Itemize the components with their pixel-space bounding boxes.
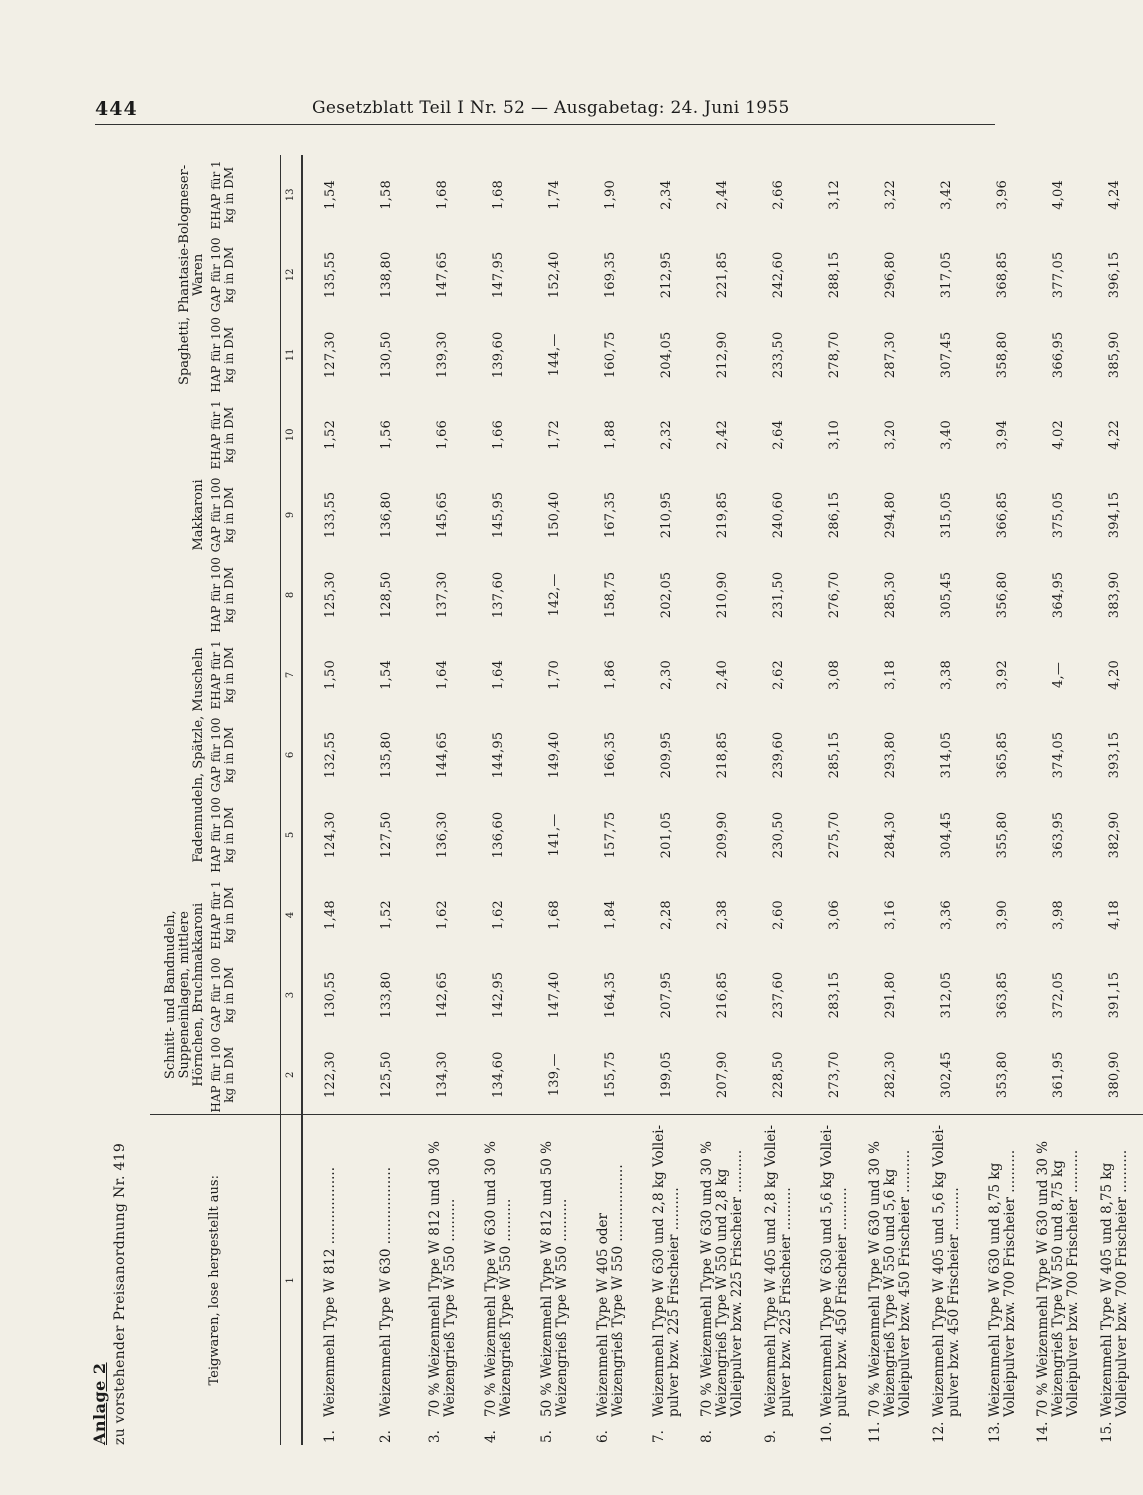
price-cell: 296,80 xyxy=(883,251,898,299)
price-cell: 164,35 xyxy=(603,971,618,1019)
price-cell: 2,64 xyxy=(771,420,786,450)
subcol-header: HAP für 100 kg in DM xyxy=(209,1036,236,1113)
price-cell: 209,90 xyxy=(715,811,730,859)
price-cell: 284,30 xyxy=(883,811,898,859)
price-cell: 3,06 xyxy=(827,900,842,930)
row-description xyxy=(484,1124,514,1444)
price-cell: 355,80 xyxy=(995,811,1010,859)
row-text: 50 % Weizenmehl Type W 812 und 50 % Weizengrieß Type W 550 .......... xyxy=(538,1141,570,1417)
price-cell: 3,38 xyxy=(939,660,954,690)
row-number: 6. xyxy=(594,1430,611,1443)
price-cell: 201,05 xyxy=(659,811,674,859)
price-cell: 1,72 xyxy=(547,420,562,450)
table-row xyxy=(807,155,863,1445)
row-text: 70 % Weizenmehl Type W 812 und 30 % Weizengrieß Type W 550 .......... xyxy=(426,1141,458,1417)
price-cell: 2,60 xyxy=(771,900,786,930)
row-description-cell xyxy=(919,1115,975,1445)
column-number: 12 xyxy=(280,235,302,315)
subcol-header: GAP für 100 kg in DM xyxy=(209,237,236,313)
price-cell: 139,30 xyxy=(435,331,450,379)
price-cell: 209,95 xyxy=(659,731,674,779)
row-description xyxy=(428,1124,458,1444)
price-cell: 4,24 xyxy=(1107,180,1122,210)
table-row xyxy=(751,155,807,1445)
price-cell: 293,80 xyxy=(883,731,898,779)
subcol-header: GAP für 100 kg in DM xyxy=(209,477,236,553)
row-description xyxy=(700,1124,745,1444)
row-number: 13. xyxy=(986,1421,1003,1443)
price-cell: 273,70 xyxy=(827,1051,842,1099)
price-cell: 127,50 xyxy=(379,811,394,859)
price-cell: 291,80 xyxy=(883,971,898,1019)
price-cell: 166,35 xyxy=(603,731,618,779)
price-cell: 363,95 xyxy=(1051,811,1066,859)
column-number: 11 xyxy=(280,315,302,395)
price-cell: 2,44 xyxy=(715,180,730,210)
price-cell: 136,80 xyxy=(379,491,394,539)
price-cell: 278,70 xyxy=(827,331,842,379)
price-cell: 3,12 xyxy=(827,180,842,210)
price-cell: 150,40 xyxy=(547,491,562,539)
price-cell: 134,30 xyxy=(435,1051,450,1099)
column-number: 3 xyxy=(280,955,302,1035)
price-cell: 364,95 xyxy=(1051,571,1066,619)
price-cell: 142,— xyxy=(547,573,562,617)
price-cell: 155,75 xyxy=(603,1051,618,1099)
price-cell: 237,60 xyxy=(771,971,786,1019)
price-cell: 282,30 xyxy=(883,1051,898,1099)
row-description xyxy=(1036,1124,1081,1444)
price-cell: 239,60 xyxy=(771,731,786,779)
price-cell: 1,54 xyxy=(379,660,394,690)
price-cell: 221,85 xyxy=(715,251,730,299)
price-cell: 4,02 xyxy=(1051,420,1066,450)
price-cell: 128,50 xyxy=(379,571,394,619)
row-description xyxy=(868,1124,913,1444)
price-cell: 2,30 xyxy=(659,660,674,690)
subcol-header: EHAP für 1 kg in DM xyxy=(209,400,236,470)
price-cell: 147,95 xyxy=(491,251,506,299)
price-cell: 1,86 xyxy=(603,660,618,690)
price-cell: 207,95 xyxy=(659,971,674,1019)
price-cell: 4,18 xyxy=(1107,900,1122,930)
row-text: Weizenmehl Type W 630 und 5,6 kg Volleipulver bzw. 450 Frischeier .......... xyxy=(818,1124,850,1417)
row-number: 14. xyxy=(1035,1421,1051,1443)
page-number: 444 xyxy=(95,98,138,120)
row-description-cell xyxy=(415,1115,471,1445)
price-cell: 285,30 xyxy=(883,571,898,619)
row-text: Weizenmehl Type W 405 und 2,8 kg Volleipulver bzw. 225 Frischeier .......... xyxy=(762,1124,794,1417)
row-description xyxy=(764,1124,794,1444)
table-row xyxy=(527,155,583,1445)
row-number: 1. xyxy=(322,1430,338,1443)
table-row xyxy=(695,155,751,1445)
price-cell: 1,68 xyxy=(547,900,562,930)
table-row xyxy=(919,155,975,1445)
row-text: Weizenmehl Type W 630 .................. xyxy=(378,1167,394,1417)
price-cell: 353,80 xyxy=(995,1051,1010,1099)
price-cell: 385,90 xyxy=(1107,331,1122,379)
row-text: Weizenmehl Type W 405 und 5,6 kg Volleipulver bzw. 450 Frischeier .......... xyxy=(930,1124,962,1417)
row-description-cell xyxy=(1087,1115,1143,1445)
price-cell: 124,30 xyxy=(323,811,338,859)
price-cell: 317,05 xyxy=(939,251,954,299)
row-text: 70 % Weizenmehl Type W 630 und 30 % Weizengrieß Type W 550 und 2,8 kg Volleipulver bzw. 225 Frischeier .......... xyxy=(699,1141,745,1417)
price-cell: 137,30 xyxy=(435,571,450,619)
row-number: 12. xyxy=(930,1421,947,1443)
price-cell: 136,60 xyxy=(491,811,506,859)
price-cell: 276,70 xyxy=(827,571,842,619)
subcol-header: GAP für 100 kg in DM xyxy=(209,957,236,1033)
price-cell: 3,36 xyxy=(939,900,954,930)
column-number: 2 xyxy=(280,1035,302,1115)
price-cell: 218,85 xyxy=(715,731,730,779)
price-cell: 286,15 xyxy=(827,491,842,539)
row-text: Weizenmehl Type W 812 .................. xyxy=(322,1167,338,1417)
price-cell: 231,50 xyxy=(771,571,786,619)
price-cell: 1,68 xyxy=(491,180,506,210)
price-cell: 207,90 xyxy=(715,1051,730,1099)
price-cell: 391,15 xyxy=(1107,971,1122,1019)
price-cell: 2,34 xyxy=(659,180,674,210)
price-cell: 3,08 xyxy=(827,660,842,690)
row-text: 70 % Weizenmehl Type W 630 und 30 % Weizengrieß Type W 550 und 8,75 kg Volleipulver bzw. 700 Frischeier .......... xyxy=(1035,1141,1081,1417)
price-cell: 2,66 xyxy=(771,180,786,210)
price-cell: 145,65 xyxy=(435,491,450,539)
price-cell: 1,90 xyxy=(603,180,618,210)
price-cell: 149,40 xyxy=(547,731,562,779)
price-cell: 135,80 xyxy=(379,731,394,779)
subcol-header: GAP für 100 kg in DM xyxy=(209,717,236,793)
price-cell: 377,05 xyxy=(1051,251,1066,299)
price-cell: 3,10 xyxy=(827,420,842,450)
table-row xyxy=(863,155,919,1445)
price-cell: 393,15 xyxy=(1107,731,1122,779)
price-cell: 361,95 xyxy=(1051,1051,1066,1099)
price-cell: 383,90 xyxy=(1107,571,1122,619)
price-cell: 2,42 xyxy=(715,420,730,450)
price-cell: 160,75 xyxy=(603,331,618,379)
price-cell: 3,94 xyxy=(995,420,1010,450)
price-cell: 130,55 xyxy=(323,971,338,1019)
price-cell: 147,65 xyxy=(435,251,450,299)
price-cell: 144,— xyxy=(547,333,562,377)
column-number: 13 xyxy=(280,155,302,235)
table-row xyxy=(415,155,471,1445)
row-description-cell xyxy=(302,1115,359,1445)
price-cell: 1,58 xyxy=(379,180,394,210)
row-number: 7. xyxy=(650,1430,667,1443)
price-cell: 137,60 xyxy=(491,571,506,619)
subcol-header: EHAP für 1 kg in DM xyxy=(209,640,236,710)
price-cell: 1,68 xyxy=(435,180,450,210)
row-description-cell xyxy=(359,1115,415,1445)
table-row xyxy=(639,155,695,1445)
column-number: 9 xyxy=(280,475,302,555)
price-cell: 228,50 xyxy=(771,1051,786,1099)
price-cell: 315,05 xyxy=(939,491,954,539)
annex-title: Anlage 2 xyxy=(90,1362,109,1445)
price-cell: 216,85 xyxy=(715,971,730,1019)
price-cell: 1,88 xyxy=(603,420,618,450)
table-row xyxy=(583,155,639,1445)
price-cell: 4,04 xyxy=(1051,180,1066,210)
price-cell: 1,54 xyxy=(323,180,338,210)
column-number: 7 xyxy=(280,635,302,715)
group-header: Fadennudeln, Spätzle, Muscheln xyxy=(191,647,206,863)
price-cell: 139,— xyxy=(547,1053,562,1097)
table-row xyxy=(359,155,415,1445)
price-table xyxy=(150,155,1143,1445)
price-cell: 130,50 xyxy=(379,331,394,379)
price-cell: 122,30 xyxy=(323,1051,338,1099)
price-cell: 158,75 xyxy=(603,571,618,619)
subcol-header: HAP für 100 kg in DM xyxy=(209,557,236,633)
price-cell: 210,95 xyxy=(659,491,674,539)
price-cell: 312,05 xyxy=(939,971,954,1019)
annex-subtitle: zu vorstehender Preisanordnung Nr. 419 xyxy=(112,1142,128,1445)
group-header: Spaghetti, Phantasie-Bologneser-Waren xyxy=(177,164,206,385)
row-header: Teigwaren, lose hergestellt aus: xyxy=(150,1115,280,1445)
row-description-cell xyxy=(863,1115,919,1445)
subcol-header: EHAP für 1 kg in DM xyxy=(209,880,236,950)
column-number: 4 xyxy=(280,875,302,955)
price-cell: 307,45 xyxy=(939,331,954,379)
price-cell: 125,50 xyxy=(379,1051,394,1099)
row-description-cell xyxy=(527,1115,583,1445)
price-cell: 363,85 xyxy=(995,971,1010,1019)
row-description-cell xyxy=(695,1115,751,1445)
row-text: Weizenmehl Type W 630 und 2,8 kg Volleipulver bzw. 225 Frischeier .......... xyxy=(650,1124,682,1417)
column-number: 1 xyxy=(280,1115,302,1445)
price-cell: 141,— xyxy=(547,813,562,857)
price-cell: 365,85 xyxy=(995,731,1010,779)
price-cell: 375,05 xyxy=(1051,491,1066,539)
price-cell: 314,05 xyxy=(939,731,954,779)
price-cell: 2,38 xyxy=(715,900,730,930)
row-number: 15. xyxy=(1098,1421,1115,1443)
price-cell: 3,22 xyxy=(883,180,898,210)
price-cell: 3,92 xyxy=(995,660,1010,690)
price-cell: 142,65 xyxy=(435,971,450,1019)
price-cell: 283,15 xyxy=(827,971,842,1019)
price-cell: 139,60 xyxy=(491,331,506,379)
price-cell: 3,90 xyxy=(995,900,1010,930)
price-cell: 147,40 xyxy=(547,971,562,1019)
price-cell: 374,05 xyxy=(1051,731,1066,779)
price-cell: 132,55 xyxy=(323,731,338,779)
price-cell: 1,48 xyxy=(323,900,338,930)
column-number: 6 xyxy=(280,715,302,795)
price-cell: 145,95 xyxy=(491,491,506,539)
row-description-cell xyxy=(807,1115,863,1445)
price-cell: 125,30 xyxy=(323,571,338,619)
price-cell: 3,42 xyxy=(939,180,954,210)
price-cell: 287,30 xyxy=(883,331,898,379)
price-cell: 230,50 xyxy=(771,811,786,859)
price-cell: 142,95 xyxy=(491,971,506,1019)
table-row xyxy=(975,155,1031,1445)
price-cell: 152,40 xyxy=(547,251,562,299)
column-number: 8 xyxy=(280,555,302,635)
group-header: Schnitt- und Bandnudeln, Suppeneinlagen, mittlere Hörnchen, Bruchmakkaroni xyxy=(163,902,206,1087)
row-description-cell xyxy=(1031,1115,1087,1445)
price-cell: 133,80 xyxy=(379,971,394,1019)
price-cell: 372,05 xyxy=(1051,971,1066,1019)
price-cell: 138,80 xyxy=(379,251,394,299)
price-cell: 368,85 xyxy=(995,251,1010,299)
price-cell: 382,90 xyxy=(1107,811,1122,859)
price-cell: 169,35 xyxy=(603,251,618,299)
price-cell: 1,64 xyxy=(491,660,506,690)
row-number: 11. xyxy=(867,1421,883,1443)
price-cell: 3,40 xyxy=(939,420,954,450)
column-number: 5 xyxy=(280,795,302,875)
subcol-header: HAP für 100 kg in DM xyxy=(209,317,236,393)
price-cell: 4,— xyxy=(1051,661,1066,688)
row-description xyxy=(988,1124,1018,1444)
price-cell: 4,22 xyxy=(1107,420,1122,450)
row-number: 9. xyxy=(762,1430,779,1443)
price-cell: 144,65 xyxy=(435,731,450,779)
row-text: Weizenmehl Type W 405 und 8,75 kg Volleipulver bzw. 700 Frischeier .......... xyxy=(1098,1149,1130,1417)
price-cell: 127,30 xyxy=(323,331,338,379)
price-cell: 288,15 xyxy=(827,251,842,299)
price-cell: 167,35 xyxy=(603,491,618,539)
price-cell: 356,80 xyxy=(995,571,1010,619)
row-number: 8. xyxy=(699,1430,715,1443)
gazette-title: Gesetzblatt Teil I Nr. 52 — Ausgabetag: 24. Juni 1955 xyxy=(312,98,790,118)
price-cell: 157,75 xyxy=(603,811,618,859)
price-cell: 1,84 xyxy=(603,900,618,930)
price-cell: 1,52 xyxy=(323,420,338,450)
price-cell: 2,32 xyxy=(659,420,674,450)
price-cell: 1,56 xyxy=(379,420,394,450)
price-cell: 3,18 xyxy=(883,660,898,690)
price-cell: 2,62 xyxy=(771,660,786,690)
table-row xyxy=(1087,155,1143,1445)
subcol-header: EHAP für 1 kg in DM xyxy=(209,160,236,230)
price-cell: 3,96 xyxy=(995,180,1010,210)
row-description-cell xyxy=(975,1115,1031,1445)
price-cell: 134,60 xyxy=(491,1051,506,1099)
page-header xyxy=(95,98,995,125)
row-number: 3. xyxy=(426,1430,443,1443)
price-cell: 366,95 xyxy=(1051,331,1066,379)
price-cell: 1,52 xyxy=(379,900,394,930)
price-cell: 136,30 xyxy=(435,811,450,859)
row-number: 2. xyxy=(378,1430,394,1443)
row-description xyxy=(820,1124,850,1444)
subcol-header: HAP für 100 kg in DM xyxy=(209,797,236,873)
table-row xyxy=(471,155,527,1445)
row-description xyxy=(323,1124,338,1444)
price-cell: 1,66 xyxy=(491,420,506,450)
rotated-table-container xyxy=(90,145,1130,1445)
row-text: Weizenmehl Type W 405 oder Weizengrieß Type W 550 .................. xyxy=(594,1164,626,1417)
row-text: 70 % Weizenmehl Type W 630 und 30 % Weizengrieß Type W 550 und 5,6 kg Volleipulver bzw. 450 Frischeier .......... xyxy=(867,1141,913,1417)
price-cell: 1,64 xyxy=(435,660,450,690)
price-cell: 285,15 xyxy=(827,731,842,779)
price-cell: 1,74 xyxy=(547,180,562,210)
price-cell: 3,20 xyxy=(883,420,898,450)
price-cell: 233,50 xyxy=(771,331,786,379)
price-cell: 294,80 xyxy=(883,491,898,539)
row-number: 4. xyxy=(482,1430,499,1443)
row-number: 10. xyxy=(818,1421,835,1443)
column-number: 10 xyxy=(280,395,302,475)
price-cell: 210,90 xyxy=(715,571,730,619)
price-cell: 240,60 xyxy=(771,491,786,539)
price-cell: 3,16 xyxy=(883,900,898,930)
price-cell: 394,15 xyxy=(1107,491,1122,539)
row-description xyxy=(932,1124,962,1444)
price-cell: 199,05 xyxy=(659,1051,674,1099)
price-cell: 4,20 xyxy=(1107,660,1122,690)
table-row xyxy=(302,155,359,1445)
price-cell: 305,45 xyxy=(939,571,954,619)
price-cell: 358,80 xyxy=(995,331,1010,379)
row-text: 70 % Weizenmehl Type W 630 und 30 % Weizengrieß Type W 550 .......... xyxy=(482,1141,514,1417)
row-description xyxy=(596,1124,626,1444)
price-cell: 1,62 xyxy=(491,900,506,930)
group-header: Makkaroni xyxy=(191,479,206,551)
price-cell: 1,62 xyxy=(435,900,450,930)
price-cell: 202,05 xyxy=(659,571,674,619)
table-body xyxy=(302,155,1143,1445)
row-description-cell xyxy=(583,1115,639,1445)
row-description xyxy=(540,1124,570,1444)
price-cell: 204,05 xyxy=(659,331,674,379)
row-description xyxy=(652,1124,682,1444)
table-row xyxy=(1031,155,1087,1445)
price-cell: 135,55 xyxy=(323,251,338,299)
row-description-cell xyxy=(471,1115,527,1445)
price-cell: 1,50 xyxy=(323,660,338,690)
price-cell: 212,90 xyxy=(715,331,730,379)
row-text: Weizenmehl Type W 630 und 8,75 kg Volleipulver bzw. 700 Frischeier .......... xyxy=(986,1149,1018,1417)
price-cell: 212,95 xyxy=(659,251,674,299)
row-description xyxy=(379,1124,394,1444)
price-cell: 1,66 xyxy=(435,420,450,450)
row-description-cell xyxy=(751,1115,807,1445)
price-cell: 302,45 xyxy=(939,1051,954,1099)
price-cell: 1,70 xyxy=(547,660,562,690)
row-description xyxy=(1100,1124,1130,1444)
price-cell: 396,15 xyxy=(1107,251,1122,299)
price-cell: 219,85 xyxy=(715,491,730,539)
price-cell: 366,85 xyxy=(995,491,1010,539)
price-cell: 304,45 xyxy=(939,811,954,859)
price-cell: 2,28 xyxy=(659,900,674,930)
price-cell: 2,40 xyxy=(715,660,730,690)
price-cell: 133,55 xyxy=(323,491,338,539)
price-cell: 144,95 xyxy=(491,731,506,779)
row-number: 5. xyxy=(538,1430,555,1443)
price-cell: 380,90 xyxy=(1107,1051,1122,1099)
price-cell: 275,70 xyxy=(827,811,842,859)
row-description-cell xyxy=(639,1115,695,1445)
price-cell: 242,60 xyxy=(771,251,786,299)
price-cell: 3,98 xyxy=(1051,900,1066,930)
